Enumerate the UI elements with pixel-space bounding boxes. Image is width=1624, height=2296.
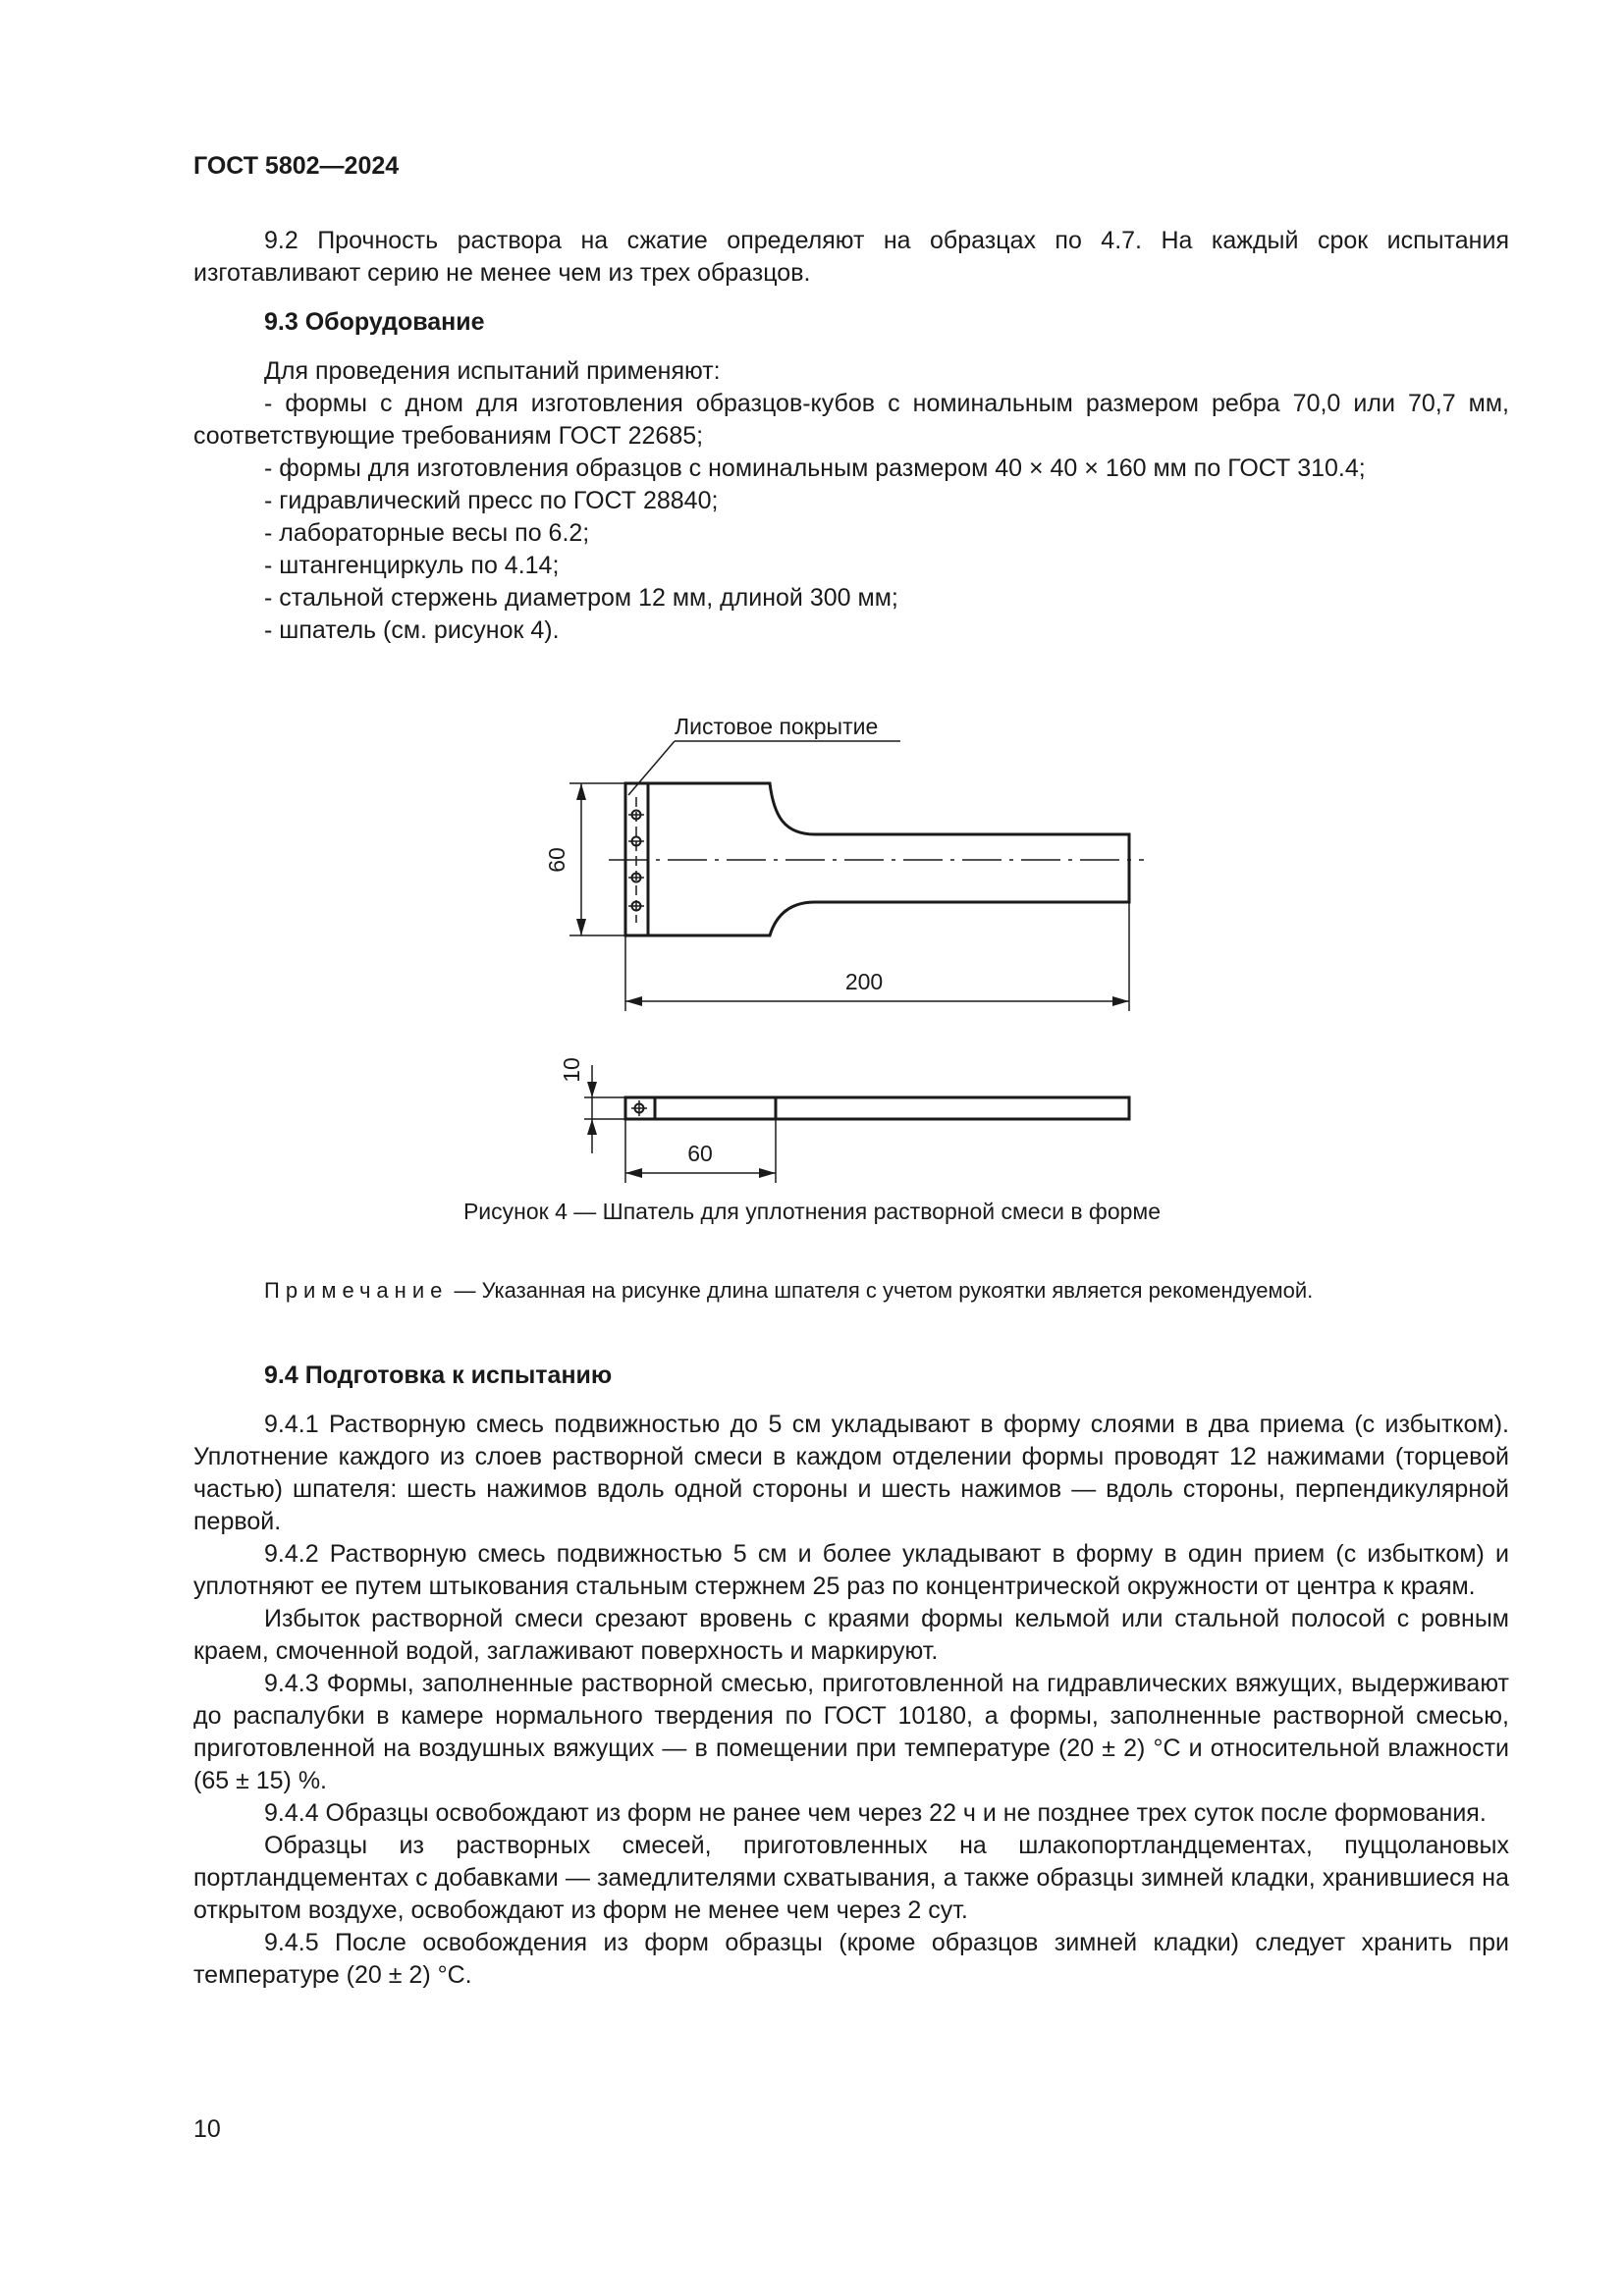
equipment-item: - гидравлический пресс по ГОСТ 28840; <box>264 487 719 514</box>
note-text: — Указанная на рисунке длина шпателя с учетом рукоятки является рекомендуемой. <box>448 1278 1314 1303</box>
document-header: ГОСТ 5802—2024 <box>193 152 400 180</box>
dim-height-label: 60 <box>544 847 569 873</box>
equipment-item: - шпатель (см. рисунок 4). <box>264 616 560 644</box>
paragraph-9-4-5: 9.4.5 После освобождения из форм образцы (кроме образцов зимней кладки) следует хранить при температуре (20 ± 2) °С. <box>193 1929 1509 1989</box>
sheet-cover-label: Листовое покрытие <box>675 714 879 739</box>
label-leader <box>628 741 675 795</box>
paragraph-9-4-1: 9.4.1 Растворную смесь подвижностью до 5 см укладывают в форму слоями в два приема (с избытком). Уплотнение каждого из слоев растворной смеси в каждом отделении формы проводят 12 нажимами (торцевой частью) шпателя: шесть нажимов вдоль одной стороны и шесть нажимов — вдоль стороны, перпендикулярной первой. <box>193 1411 1509 1535</box>
equipment-item: - стальной стержень диаметром 12 мм, длиной 300 мм; <box>264 584 898 612</box>
paragraph-9-4-2-b: Избыток растворной смеси срезают вровень с краями формы кельмой или стальной полосой с ровным краем, смоченной водой, заглаживают поверхность и маркируют. <box>193 1605 1509 1665</box>
equipment-item: - формы с дном для изготовления образцов-кубов с номинальным размером ребра 70,0 или 70,7 мм, соответствующие требованиям ГОСТ 22685; <box>193 390 1509 450</box>
equipment-intro: Для проведения испытаний применяют: <box>264 357 721 385</box>
paragraph-9-4-2: 9.4.2 Растворную смесь подвижностью 5 см и более укладывают в форму в один прием (с избытком) и уплотняют ее путем штыкования стальным стержнем 25 раз по концентрической окружности от центра к краям. <box>193 1540 1509 1600</box>
note-label: Примечание <box>264 1278 449 1303</box>
heading-9-3: 9.3 Оборудование <box>264 308 485 336</box>
equipment-item: - штангенциркуль по 4.14; <box>264 552 560 579</box>
heading-9-4: 9.4 Подготовка к испытанию <box>264 1362 613 1389</box>
dim-thickness-label: 10 <box>559 1057 584 1083</box>
figure-caption: Рисунок 4 — Шпатель для уплотнения растворной смеси в форме <box>462 1199 1162 1224</box>
paragraph-9-4-3: 9.4.3 Формы, заполненные растворной смесью, приготовленной на гидравлических вяжущих, выдерживают до распалубки в камере нормального твердения по ГОСТ 10180, а формы, заполненные растворной смесью, приготовленной на воздушных вяжущих — в помещении при температуре (20 ± 2) °С и относительной влажности (65 ± 15) %. <box>193 1670 1509 1794</box>
side-view <box>625 1097 1129 1119</box>
section-9-4 <box>193 1360 1509 1992</box>
page-number: 10 <box>193 2115 221 2143</box>
dim-length-label: 200 <box>844 969 884 994</box>
equipment-item: - формы для изготовления образцов с номинальным размером 40 × 40 × 160 мм по ГОСТ 310.4; <box>264 454 1366 482</box>
equipment-item: - лабораторные весы по 6.2; <box>264 519 590 547</box>
paragraph-9-4-4: 9.4.4 Образцы освобождают из форм не ранее чем через 22 ч и не позднее трех суток после формования. <box>264 1799 1487 1827</box>
note <box>264 1278 1313 1304</box>
paragraph-9-2: 9.2 Прочность раствора на сжатие определяют на образцах по 4.7. На каждый срок испытания изготавливают серию не менее чем из трех образцов. <box>193 227 1509 287</box>
paragraph-9-4-4-b: Образцы из растворных смесей, приготовленных на шлакопортландцементах, пуццолановых портландцементах с добавками — замедлителями схватывания, а также образцы зимней кладки, хранившиеся на открытом воздухе, освобождают из форм не менее чем через 2 сут. <box>193 1832 1509 1924</box>
dim-plate-label: 60 <box>687 1141 713 1166</box>
